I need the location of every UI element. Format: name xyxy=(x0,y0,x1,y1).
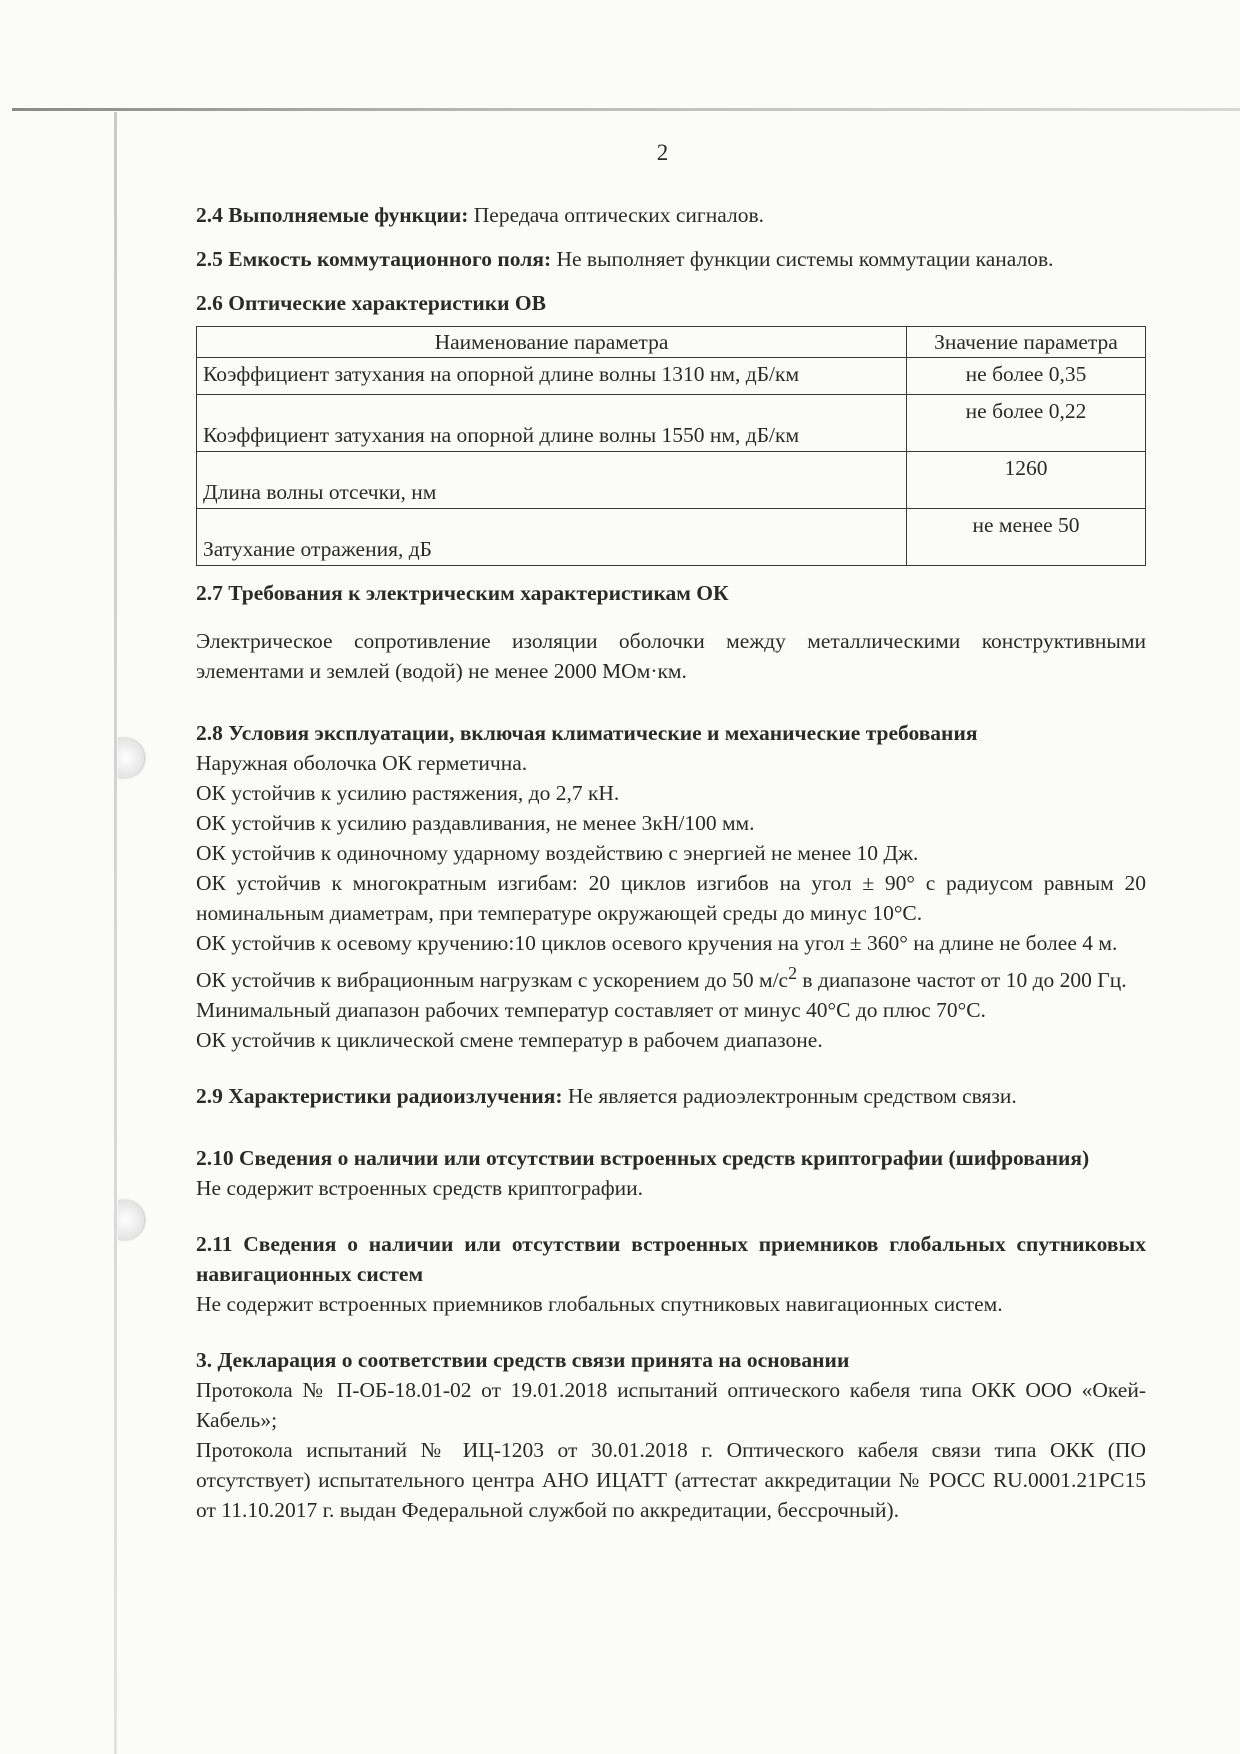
vibration-text-start: ОК устойчив к вибрационным нагрузкам с ускорением до 50 м/с xyxy=(196,968,789,993)
table-row xyxy=(197,509,1146,566)
section-2-10-text: Не содержит встроенных средств криптографии. xyxy=(196,1176,644,1201)
param-value: 1260 xyxy=(907,452,1146,509)
scan-edge-top xyxy=(12,108,1240,111)
section-2-9-text: Не является радиоэлектронным средством связи. xyxy=(567,1084,1017,1109)
binder-hole-upper xyxy=(118,738,144,778)
section-2-5-text: Не выполняет функции системы коммутации каналов. xyxy=(556,247,1054,271)
section-2-7-text: Электрическое сопротивление изоляции оболочки между металлическими конструктивными элементами и землей (водой) не менее 2000 МОм·км. xyxy=(196,629,1146,683)
section-2-8-line: ОК устойчив к одиночному ударному воздействию с энергией не менее 10 Дж. xyxy=(196,841,919,865)
table-header-param: Наименование параметра xyxy=(197,327,907,358)
page-number: 2 xyxy=(656,140,669,165)
section-2-8-vibration xyxy=(196,958,1146,995)
section-2-5-title: 2.5 Емкость коммутационного поля: xyxy=(196,247,552,271)
section-2-8-title: 2.8 Условия эксплуатации, включая климатические и механические требования xyxy=(196,721,978,745)
table-row xyxy=(197,358,1146,395)
binder-hole-lower xyxy=(118,1200,144,1240)
param-value: не менее 50 xyxy=(907,509,1146,566)
section-2-8-line: Минимальный диапазон рабочих температур составляет от минус 40°С до плюс 70°С. xyxy=(196,998,986,1023)
section-2-8-line: ОК устойчив к усилию растяжения, до 2,7 кН. xyxy=(196,781,620,805)
section-2-10-title: 2.10 Сведения о наличии или отсутствии встроенных средств криптографии (шифрования) xyxy=(196,1146,1090,1171)
section-2-9-title: 2.9 Характеристики радиоизлучения: xyxy=(196,1084,563,1109)
vibration-text-end: в диапазоне частот от 10 до 200 Гц. xyxy=(797,968,1127,993)
section-3-protocol-1: Протокола № П-ОБ-18.01-02 от 19.01.2018 испытаний оптического кабеля типа ОКК ООО «Окей-Кабель»; xyxy=(196,1378,1146,1433)
param-value: не более 0,35 xyxy=(907,358,1146,395)
document-body xyxy=(196,200,1146,1525)
section-2-4-text: Передача оптических сигналов. xyxy=(473,203,764,227)
table-header-row xyxy=(197,327,1146,358)
scan-edge-left xyxy=(114,112,117,1754)
section-2-8-line: ОК устойчив к циклической смене температур в рабочем диапазоне. xyxy=(196,1028,823,1053)
section-2-5 xyxy=(196,244,1146,274)
optical-params-table xyxy=(196,326,1146,566)
param-name: Длина волны отсечки, нм xyxy=(197,452,907,509)
param-name: Коэффициент затухания на опорной длине волны 1550 нм, дБ/км xyxy=(197,395,907,452)
param-name: Коэффициент затухания на опорной длине волны 1310 нм, дБ/км xyxy=(197,358,907,395)
param-value: не более 0,22 xyxy=(907,395,1146,452)
section-2-8-line: ОК устойчив к осевому кручению:10 циклов осевого кручения на угол ± 360° на длине не более 4 м. xyxy=(196,931,1118,955)
section-2-8-line: ОК устойчив к многократным изгибам: 20 циклов изгибов на угол ± 90° с радиусом равным 20 номинальным диаметрам, при температуре окружающей среды до минус 10°С. xyxy=(196,871,1146,925)
section-2-4 xyxy=(196,200,1146,230)
table-header-value: Значение параметра xyxy=(907,327,1146,358)
section-2-6-title: 2.6 Оптические характеристики ОВ xyxy=(196,291,546,315)
section-2-8-line: ОК устойчив к усилию раздавливания, не менее 3кН/100 мм. xyxy=(196,811,755,835)
section-2-11-text: Не содержит встроенных приемников глобальных спутниковых навигационных систем. xyxy=(196,1292,1003,1317)
vibration-superscript: 2 xyxy=(788,963,798,983)
section-2-9 xyxy=(196,1081,1146,1111)
section-3-title: 3. Декларация о соответствии средств связи принята на основании xyxy=(196,1348,850,1373)
section-3-protocol-2: Протокола испытаний № ИЦ-1203 от 30.01.2018 г. Оптического кабеля связи типа ОКК (ПО отсутствует) испытательного центра АНО ИЦАТТ (аттестат аккредитации № РОСС RU.0001.21РС15 от 11.10.2017 г. выдан Федеральной службой по аккредитации, бессрочный). xyxy=(196,1438,1146,1523)
param-name: Затухание отражения, дБ xyxy=(197,509,907,566)
section-2-4-title: 2.4 Выполняемые функции: xyxy=(196,203,469,227)
section-2-7-title: 2.7 Требования к электрическим характеристикам ОК xyxy=(196,581,729,605)
table-row xyxy=(197,452,1146,509)
section-2-11-title: 2.11 Сведения о наличии или отсутствии встроенных приемников глобальных спутниковых навигационных систем xyxy=(196,1232,1146,1287)
table-row xyxy=(197,395,1146,452)
section-2-8-line: Наружная оболочка ОК герметична. xyxy=(196,751,528,775)
